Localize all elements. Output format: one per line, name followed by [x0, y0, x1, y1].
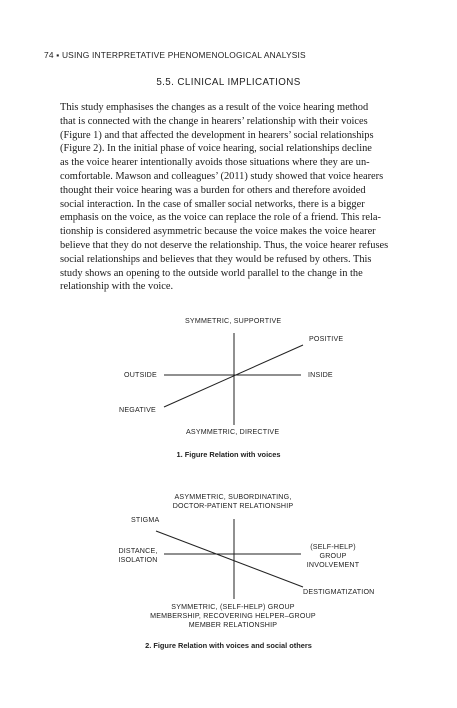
section-title: 5.5. CLINICAL IMPLICATIONS [156, 77, 301, 88]
diagonal-axis [156, 531, 303, 587]
figure-2-left-label-line: ISOLATION [118, 556, 158, 564]
figure-1-diag-bottom-label: NEGATIVE [119, 406, 156, 414]
paragraph-line: thought their voice hearing was a burden for others and therefore avoided [60, 184, 366, 196]
figure-1-diag-top-label: POSITIVE [309, 335, 344, 343]
figure-2-diagram [0, 490, 457, 655]
paragraph-line: tionship is considered asymmetric because the voice makes the voice hearer [60, 226, 376, 238]
figure-2-right-label-line: GROUP [319, 552, 347, 560]
figure-1 [0, 315, 457, 460]
paragraph-line: that is connected with the change in hearers’ relationship with their voices [60, 115, 368, 127]
figure-2-right-label-line: INVOLVEMENT [306, 561, 360, 569]
figure-2-right-label [300, 543, 366, 570]
paragraph-line: social interaction. In the case of smaller social networks, there is a bigger [60, 198, 365, 210]
paragraph-line: This study emphasises the changes as a result of the voice hearing method [60, 102, 369, 113]
figure-1-right-label: INSIDE [308, 371, 333, 379]
figure-2-top-label-line: ASYMMETRIC, SUBORDINATING, [174, 493, 292, 501]
figure-2-caption: 2. Figure Relation with voices and social others [145, 641, 312, 650]
figure-1-bottom-label: ASYMMETRIC, DIRECTIVE [186, 428, 280, 436]
body-paragraph [60, 101, 400, 294]
paragraph-line: (Figure 2). In the initial phase of voice hearing, social relationships decline [60, 143, 372, 155]
paragraph-line: relationship with the voice. [60, 281, 174, 293]
paragraph-line: (Figure 1) and that affected the development in hearers’ social relationships [60, 129, 374, 141]
figure-1-top-label: SYMMETRIC, SUPPORTIVE [185, 317, 282, 325]
figure-2-bottom-label-line: MEMBER RELATIONSHIP [188, 621, 278, 629]
paragraph-line: believe that they do not deserve the relationship. Thus, the voice hearer refuses [60, 239, 389, 251]
figure-2 [0, 490, 457, 655]
figure-1-caption: 1. Figure Relation with voices [176, 450, 281, 459]
figure-2-bottom-label-line: MEMBERSHIP, RECOVERING HELPER–GROUP [150, 612, 316, 620]
paragraph-line: comfortable. Mawson and colleagues’ (2011) study showed that voice hearers [60, 170, 384, 182]
figure-2-left-label-line: DISTANCE, [118, 547, 158, 555]
figure-2-top-label-line: DOCTOR-PATIENT RELATIONSHIP [172, 502, 294, 510]
figure-2-top-label [168, 493, 298, 511]
figure-1-diagram [0, 315, 457, 460]
figure-2-right-label-line: (SELF-HELP) [310, 543, 356, 551]
figure-2-bottom-label-line: SYMMETRIC, (SELF-HELP) GROUP [171, 603, 295, 611]
paragraph-line: emphasis on the voice, as the voice can replace the role of a friend. This rela- [60, 212, 381, 224]
figure-2-left-label [114, 547, 162, 565]
figure-2-bottom-label [142, 603, 324, 630]
paragraph-line: as the voice hearer intentionally avoids those situations where they are un- [60, 157, 370, 169]
figure-2-diag-top-label: STIGMA [131, 516, 160, 524]
figure-1-left-label: OUTSIDE [124, 371, 157, 379]
paragraph-line: study shows an opening to the outside world parallel to the change in the [60, 267, 363, 279]
figure-2-diag-bottom-label: DESTIGMATIZATION [303, 588, 375, 596]
running-header: 74 ▪ USING INTERPRETATIVE PHENOMENOLOGICAL ANALYSIS [44, 50, 306, 60]
paragraph-line: social relationships and believes that they would be refused by others. This [60, 253, 372, 265]
